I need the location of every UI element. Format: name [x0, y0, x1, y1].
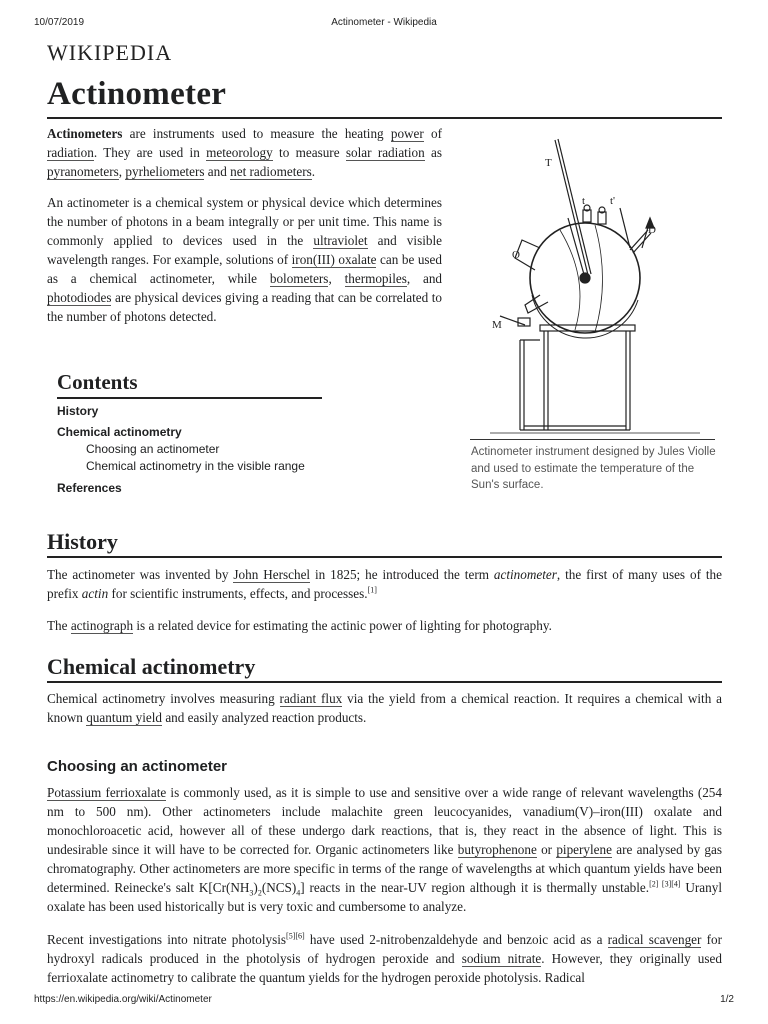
toc-item-history[interactable]: History	[57, 404, 99, 418]
link-solar-radiation[interactable]: solar radiation	[345, 145, 425, 160]
figure-label-d: D	[648, 224, 656, 236]
link-net-radiometers[interactable]: net radiometers	[230, 164, 312, 179]
chem-paragraph-1: Chemical actinometry involves measuring radiant flux via the yield from a chemical reaction. It requires a chemical with a known quantum yield and easily analyzed reaction products.	[47, 691, 723, 725]
link-sodium-nitrate[interactable]: sodium nitrate	[461, 951, 542, 966]
reference-5-6[interactable]: [5][6]	[286, 931, 305, 941]
link-meteorology[interactable]: meteorology	[206, 145, 273, 160]
toc-item-references[interactable]: References	[57, 481, 122, 495]
figure-label-t-upper: T	[545, 157, 552, 169]
figure-label-t-prime: t'	[610, 195, 616, 207]
link-butyrophenone[interactable]: butyrophenone	[457, 842, 537, 857]
figure-label-o: O	[512, 249, 520, 261]
intro-paragraph-1: Actinometers are instruments used to measure the heating power of radiation. They are used in meteorology to measure solar radiation as pyranometers, pyrheliometers and net radiometers.	[47, 126, 442, 179]
print-url: https://en.wikipedia.org/wiki/Actinometer	[34, 994, 212, 1005]
print-page-title: Actinometer - Wikipedia	[331, 17, 437, 28]
link-ultraviolet[interactable]: ultraviolet	[313, 233, 368, 248]
reference-1[interactable]: [1]	[367, 585, 377, 595]
figure-label-t: t	[582, 195, 586, 207]
figure-caption: Actinometer instrument designed by Jules Violle and used to estimate the temperature of the Sun's surface.	[471, 446, 716, 491]
link-pyranometers[interactable]: pyranometers	[47, 164, 119, 179]
reference-3-4[interactable]: [3][4]	[658, 879, 681, 889]
link-piperylene[interactable]: piperylene	[556, 842, 612, 857]
print-date: 10/07/2019	[34, 17, 85, 28]
title-divider	[47, 117, 722, 119]
history-divider	[47, 556, 722, 558]
link-power[interactable]: power	[390, 126, 424, 141]
toc-title: Contents	[57, 370, 138, 394]
link-quantum-yield[interactable]: quantum yield	[86, 710, 163, 725]
link-john-herschel[interactable]: John Herschel	[233, 567, 311, 582]
link-radiant-flux[interactable]: radiant flux	[279, 691, 343, 706]
intro-paragraph-2: An actinometer is a chemical system or physical device which determines the number of photons in a beam integrally or per unit time. This name is commonly applied to devices used in the ultraviolet and visible wavelength ranges. For example, solutions of iron(III) oxalate can be used as a chemical actinometer, while bolometers, thermopiles, and photodiodes are physical devices giving a reading that can be correlated to the number of photons detected.	[47, 195, 443, 324]
toc-divider	[57, 397, 322, 399]
choosing-paragraph-1: Potassium ferrioxalate is commonly used, as it is simple to use and sensitive over a wide range of relevant wavelengths (254 nm to 500 nm). Other actinometers include malachite green leucocyanides, vanadium(V)–iron(III) oxalate and monochloroacetic acid, however all of these undergo dark reactions, that is, they react in the absence of light. This is undesirable since it will have to be corrected for. Organic actinometers like butyrophenone or piperylene are analysed by gas chromatography. Other actinometers are more specific in terms of the range of wavelengths at which quantum yields have been determined. Reinecke's salt $K[Cr(NH_3)_2(NCS)_4]$ reacts in the near-UV region although it is thermally unstable.[2] [3][4] Uranyl oxalate has been used historically but is very toxic and cumbersome to analyze.	[47, 785, 722, 914]
subsection-heading-choosing: Choosing an actinometer	[47, 758, 228, 775]
link-iron-oxalate[interactable]: iron(III) oxalate	[291, 252, 377, 267]
reference-2[interactable]: [2]	[649, 879, 659, 889]
history-paragraph-1: The actinometer was invented by John Herschel in 1825; he introduced the term actinometer, the first of many uses of the prefix actin for scientific instruments, effects, and processes.[1]	[47, 567, 722, 601]
link-potassium-ferrioxalate[interactable]: Potassium ferrioxalate	[47, 785, 167, 800]
wikipedia-logo[interactable]: WIKIPEDIA	[47, 40, 173, 65]
figure-label-m: M	[492, 319, 502, 331]
section-heading-history: History	[47, 529, 118, 554]
chem-divider	[47, 681, 722, 683]
link-pyrheliometers[interactable]: pyrheliometers	[125, 164, 205, 179]
figure-divider	[470, 439, 715, 440]
toc-item-choosing-an-actinometer[interactable]: Choosing an actinometer	[86, 442, 220, 456]
choosing-paragraph-2: Recent investigations into nitrate photolysis[5][6] have used 2-nitrobenzaldehyde and benzoic acid as a radical scavenger for hydroxyl radicals produced in the photolysis of hydrogen peroxide and sodium nitrate. However, they originally used ferrioxalate actinometry to calibrate the quantum yields for the hydrogen peroxide photolysis. Radical	[47, 931, 722, 985]
history-paragraph-2: The actinograph is a related device for estimating the actinic power of lighting for photography.	[47, 618, 552, 633]
link-photodiodes[interactable]: photodiodes	[47, 290, 112, 305]
section-heading-chemical-actinometry: Chemical actinometry	[47, 654, 256, 679]
actinometer-illustration[interactable]	[470, 130, 720, 438]
page-title: Actinometer	[47, 76, 227, 112]
toc-item-visible-range[interactable]: Chemical actinometry in the visible range	[86, 459, 305, 473]
link-radiation[interactable]: radiation	[47, 145, 94, 160]
link-radical-scavenger[interactable]: radical scavenger	[607, 932, 702, 947]
print-page-number: 1/2	[720, 994, 734, 1005]
link-bolometers[interactable]: bolometers	[269, 271, 329, 286]
toc-item-chemical-actinometry[interactable]: Chemical actinometry	[57, 425, 182, 439]
link-actinograph[interactable]: actinograph	[70, 618, 134, 633]
link-thermopiles[interactable]: thermopiles	[344, 271, 407, 286]
